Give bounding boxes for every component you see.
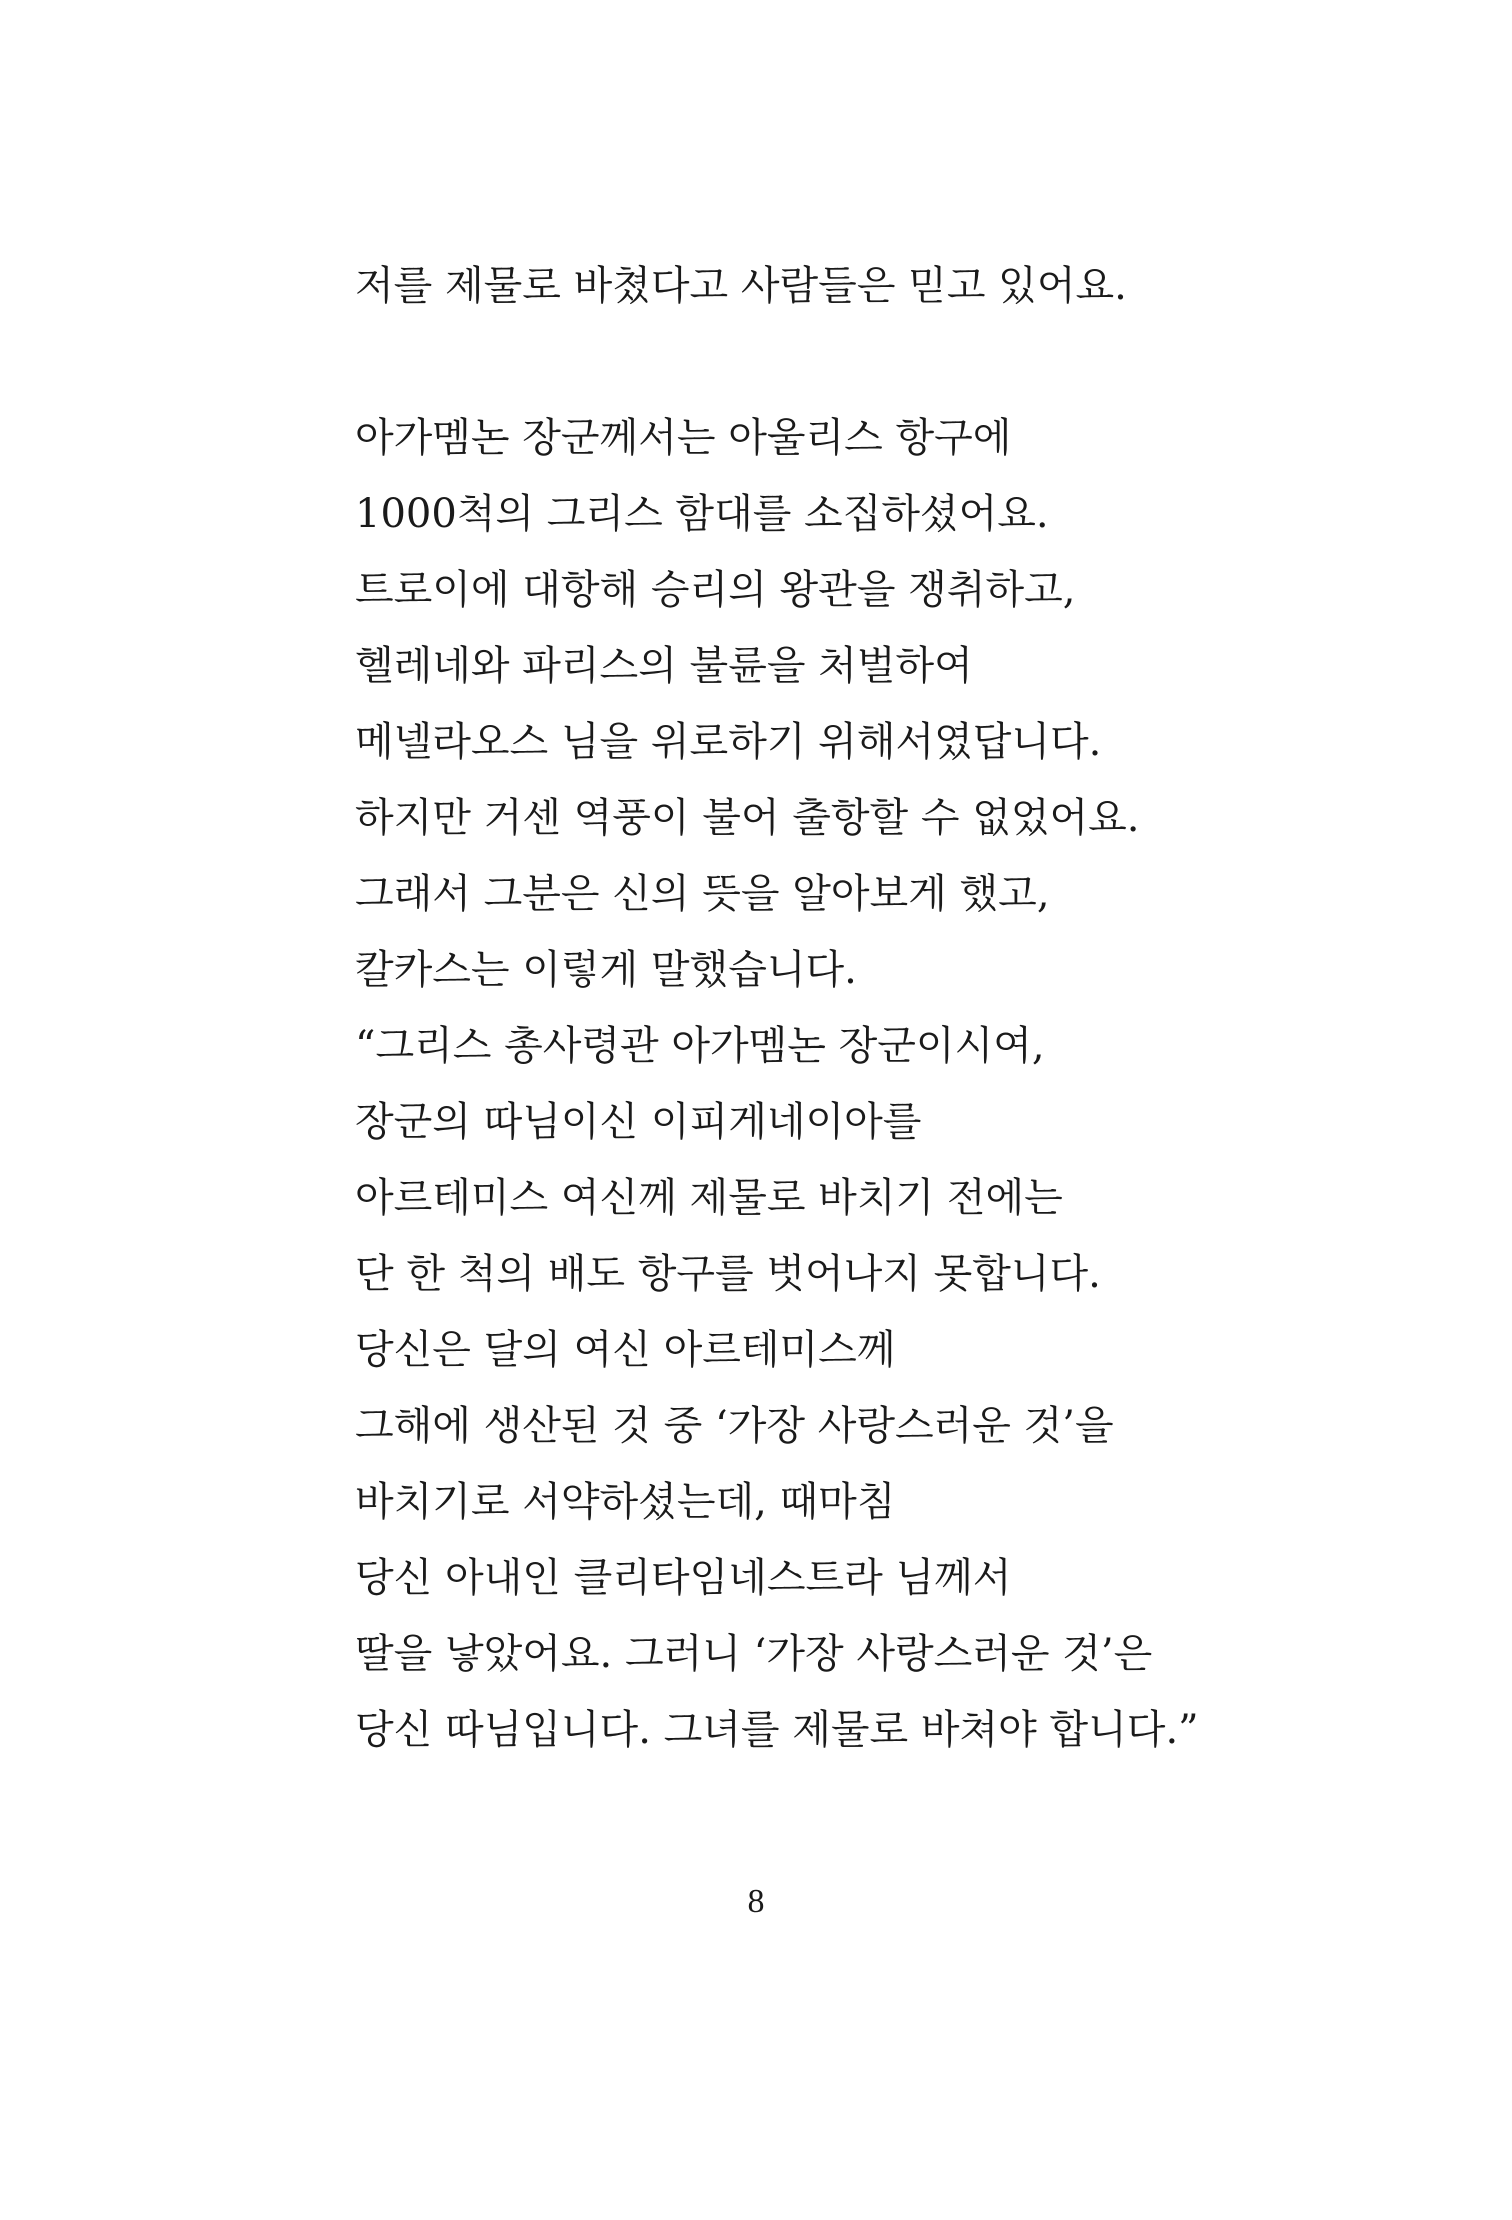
text-line: 당신 따님입니다. 그녀를 제물로 바쳐야 합니다.” [355, 1707, 1199, 1753]
text-line: 그해에 생산된 것 중 ‘가장 사랑스러운 것’을 [355, 1403, 1114, 1449]
intro-line: 저를 제물로 바쳤다고 사람들은 믿고 있어요. [355, 263, 1127, 309]
text-line: 그래서 그분은 신의 뜻을 알아보게 했고, [355, 871, 1050, 917]
text-line: 칼카스는 이렇게 말했습니다. [355, 947, 857, 993]
text-line: 메넬라오스 님을 위로하기 위해서였답니다. [355, 719, 1102, 765]
text-line: 1000척의 그리스 함대를 소집하셨어요. [355, 491, 1049, 537]
body-text [355, 248, 1355, 1768]
text-line: 당신은 달의 여신 아르테미스께 [355, 1327, 896, 1373]
text-line: 아가멤논 장군께서는 아울리스 항구에 [355, 415, 1012, 461]
text-line: 딸을 낳았어요. 그러니 ‘가장 사랑스러운 것’은 [355, 1631, 1153, 1677]
text-line: 아르테미스 여신께 제물로 바치기 전에는 [355, 1175, 1063, 1221]
text-line: 헬레네와 파리스의 불륜을 처벌하여 [355, 643, 973, 689]
text-line: 단 한 척의 배도 항구를 벗어나지 못합니다. [355, 1251, 1101, 1297]
text-line: “그리스 총사령관 아가멤논 장군이시여, [355, 1023, 1045, 1069]
text-line: 트로이에 대항해 승리의 왕관을 쟁취하고, [355, 567, 1076, 613]
text-line: 하지만 거센 역풍이 불어 출항할 수 없었어요. [355, 795, 1140, 841]
text-line: 당신 아내인 클리타임네스트라 님께서 [355, 1555, 1012, 1601]
text-line: 바치기로 서약하셨는데, 때마침 [355, 1479, 896, 1525]
text-line: 장군의 따님이신 이피게네이아를 [355, 1099, 922, 1145]
page-number: 8 [747, 1883, 765, 1920]
